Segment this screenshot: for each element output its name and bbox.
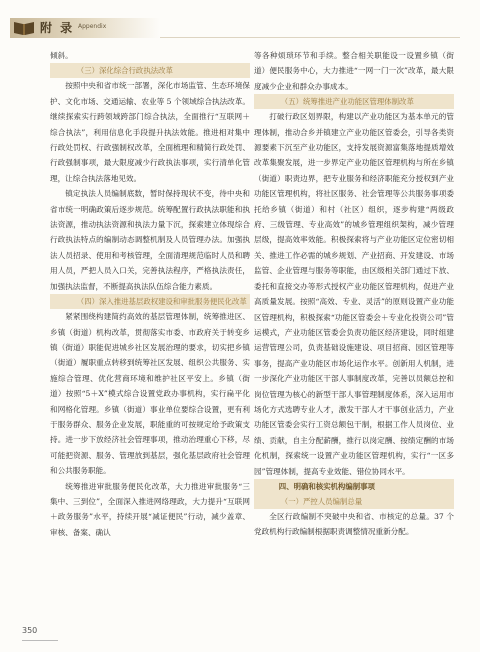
header-subtitle: Appendix bbox=[78, 23, 107, 30]
chapter-heading: 四、明确和核实机构编制事项 bbox=[254, 479, 454, 494]
footer-divider bbox=[22, 640, 58, 641]
paragraph: 打破行政区划界限，构建以产业功能区为基本单元的管理体制，推动合乡并镇建立产业功能区管委会，引导各类资源要素下沉至产业功能区，支持发展资源富集落地提质增效改革集聚发展，进一步界定产业功能区管理机构与所在乡镇（街道）职责边界，把专业服务和经济职能充分授权到产业功能区管理机构，将社区服务、社会管理等公共服务事项委托给乡镇（街道）和村（社区）组织，逐步构建“两级政府、三级管理、专业高效”的城乡管理组织架构，减少管理层级，提高效率效能。积极探索将与产业功能区定位密切相关、推进工作必需的城乡规划、产业招商、开发建设、市场监管、企业管理与服务等职能，由区级相关部门通过下放、委托和直接交办等形式授权产业功能区管理机构，促进产业高质量发展。按照“高效、专业、灵活”的原则设置产业功能区管理机构，积极探索“功能区管委会＋专业化投资公司”管运模式，产业功能区管委会负责功能区经济建设，同时组建运营管理公司，负责基础设施建设、项目招商、园区管理等事务，提高产业功能区市场化运作水平。创新用人机制，进一步深化产业功能区干部人事制度改革，完善以员额总控和岗位管理为核心的新型干部人事管理制度体系，深入运用市场化方式选聘专业人才，激发干部人才干事创业活力，产业功能区管委会实行工资总额包干制，根据工作人员岗位、业绩、贡献，自主分配薪酬，推行以岗定酬、按绩定酬的市场化机制，探索统一设置产业功能区管理机构，实行“一区多园”管理体制，提高专业效能、错位协同水平。 bbox=[254, 112, 454, 476]
paragraph: 全区行政编制不突破中央和省、市核定的总量。37 个党政机构行政编制根据职责调整情况重新分配。 bbox=[254, 511, 454, 537]
paragraph: 按照中央和省市统一部署，深化市场监管、生态环境保护、文化市场、交通运输、农业等 5 个领域综合执法改革。继续探索实行跨领域跨部门综合执法，全面推行“互联网＋综合执法”，利用信息化手段提升执法效能。推进相对集中行政处罚权、行政强制权改革，全面梳理和精简行政处罚、行政强制事项，最大限度减少行政执法事项，实行清单化管理，让综合执法落地见效。 bbox=[50, 81, 250, 183]
header-divider bbox=[160, 37, 460, 38]
paragraph: 倾斜。 bbox=[50, 51, 73, 60]
header-title: 附 录 bbox=[40, 21, 75, 35]
right-column bbox=[254, 48, 454, 540]
paragraph: 统筹推进审批服务便民化改革，大力推进审批服务“三集中、三到位”，全面深入推进网络理政，大力提升“互联网＋政务服务”水平，持续开展“减证便民”行动，减少盖章、审核、备案、确认 bbox=[50, 481, 250, 537]
section-heading: （五）统筹推进产业功能区管理体制改革 bbox=[254, 94, 454, 109]
left-column bbox=[50, 48, 250, 540]
paragraph: 等各种烦琐环节和手续。整合相关职能设一设置乡镇（街道）便民服务中心，大力推进“一网一门一次”改革，最大限度减少企业和群众办事成本。 bbox=[254, 51, 454, 91]
page-header bbox=[0, 0, 480, 44]
paragraph: 紧紧围绕构建简约高效的基层管理体制，统筹推进区、乡镇（街道）机构改革，贯彻落实市委、市政府关于转变乡镇（街道）职能促进城乡社区发展治理的要求，切实把乡镇（街道）履职重点转移到统筹社区发展、组织公共服务、实施综合管理、优化营商环境和维护社区平安上。乡镇（街道）按照“5＋X”模式综合设置党政办事机构，实行扁平化和网格化管理。乡镇（街道）事业单位要综合设置，更有利于服务群众、服务企业发展，职能重的可按规定给予政策支持。进一步下放经济社会管理事项，推动治理重心下移，尽可能把资源、服务、管理放到基层，强化基层政府社会管理和公共服务职能。 bbox=[50, 312, 250, 476]
page-number: 350 bbox=[22, 626, 38, 635]
section-heading: （三）深化综合行政执法改革 bbox=[50, 63, 250, 78]
book-logo-icon bbox=[12, 19, 36, 37]
section-heading: （一）严控人员编制总量 bbox=[254, 494, 454, 509]
paragraph: 镇定执法人员编制底数，暂时保持现状不变，待中央和省市统一明确政策后逐步规范。统筹配置行政执法职能和执法资源，推动执法资源和执法力量下沉，探索建立体现综合行政执法特点的编制动态调整机制及人员管理办法。加强执法人员招录、使用和考核管理，全面清理规范临时人员和聘用人员，严把人员入口关，完善执法程序，严格执法责任，加强执法监督，不断提高执法队伍综合能力素质。 bbox=[50, 189, 250, 291]
section-heading: （四）深入推进基层政权建设和审批服务便民化改革 bbox=[50, 294, 250, 309]
